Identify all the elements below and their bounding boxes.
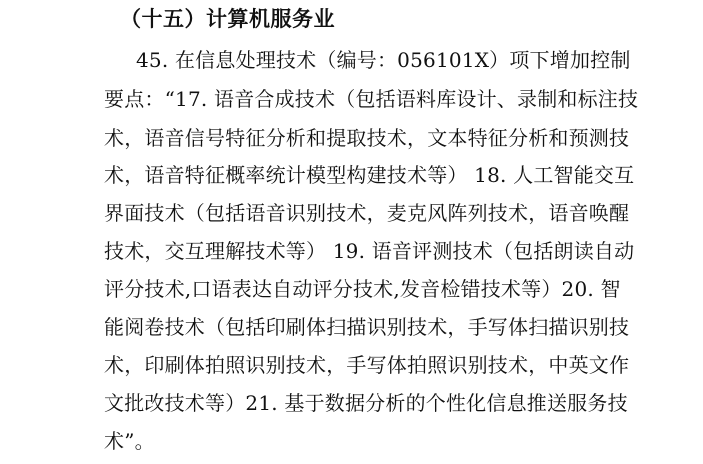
paragraph-line: 术，语音特征概率统计模型构建技术等） 18. 人工智能交互 bbox=[104, 163, 635, 187]
paragraph-line: 术”。 bbox=[104, 429, 155, 453]
paragraph-line: 评分技术,口语表达自动评分技术,发音检错技术等）20. 智 bbox=[104, 277, 621, 301]
paragraph-line: 能阅卷技术（包括印刷体扫描识别技术，手写体扫描识别技 bbox=[104, 315, 630, 339]
paragraph-line: 技术，交互理解技术等） 19. 语音评测技术（包括朗读自动 bbox=[104, 239, 635, 263]
paragraph-line: 术，语音信号特征分析和提取技术，文本特征分析和预测技 bbox=[104, 126, 630, 150]
section-heading: （十五）计算机服务业 bbox=[120, 7, 335, 31]
paragraph-line: 界面技术（包括语音识别技术，麦克风阵列技术，语音唤醒 bbox=[104, 201, 630, 225]
paragraph-line: 文批改技术等）21. 基于数据分析的个性化信息推送服务技 bbox=[104, 391, 628, 415]
paragraph-line: 45. 在信息处理技术（编号：056101X）项下增加控制 bbox=[136, 48, 631, 72]
paragraph-line: 术，印刷体拍照识别技术，手写体拍照识别技术，中英文作 bbox=[104, 353, 630, 377]
paragraph-line: 要点：“17. 语音合成技术（包括语料库设计、录制和标注技 bbox=[104, 87, 639, 111]
